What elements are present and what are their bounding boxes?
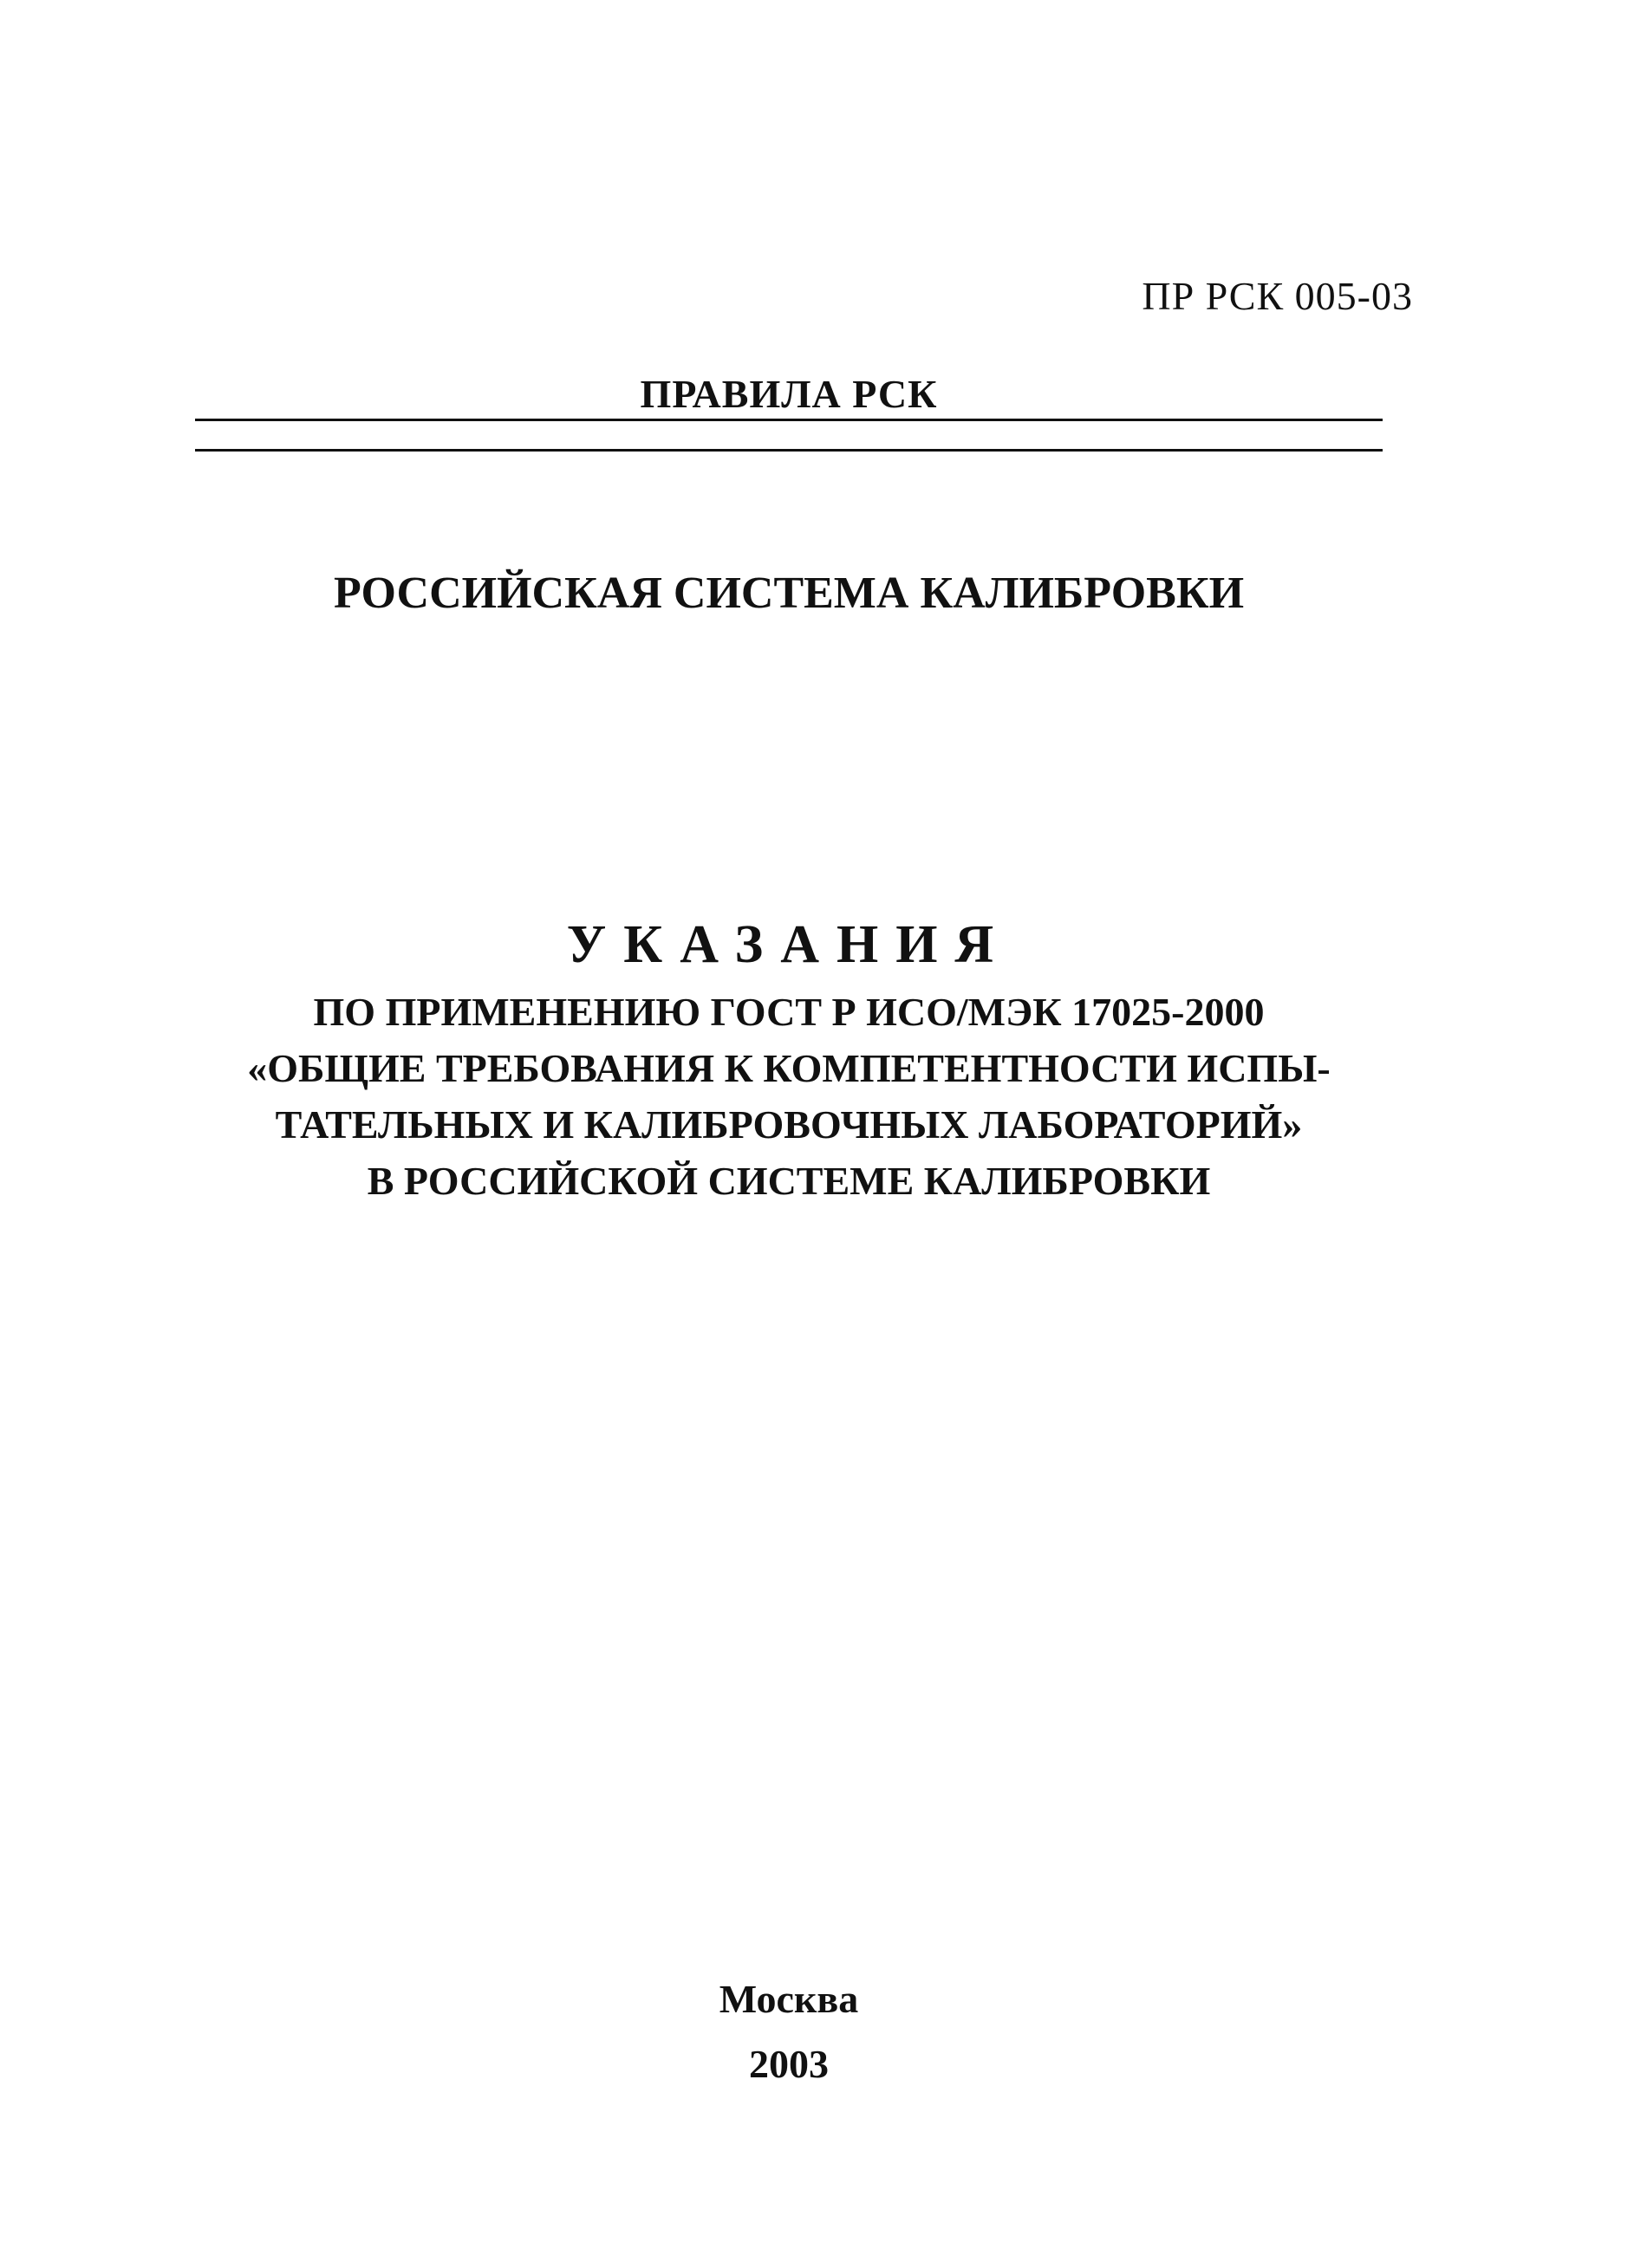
document-type-title: УКАЗАНИЯ — [566, 915, 1012, 974]
document-subtitle — [195, 984, 1383, 1209]
subtitle-line: «ОБЩИЕ ТРЕБОВАНИЯ К КОМПЕТЕНТНОСТИ ИСПЫ- — [247, 1046, 1331, 1090]
document-code: ПР РСК 005-03 — [1142, 274, 1413, 318]
subtitle-line: ПО ПРИМЕНЕНИЮ ГОСТ Р ИСО/МЭК 17025-2000 — [313, 990, 1265, 1034]
publication-city: Москва — [719, 1977, 859, 2021]
subtitle-line: ТАТЕЛЬНЫХ И КАЛИБРОВОЧНЫХ ЛАБОРАТОРИЙ» — [275, 1102, 1303, 1147]
header-rule-bottom — [195, 449, 1383, 452]
system-title: РОССИЙСКАЯ СИСТЕМА КАЛИБРОВКИ — [333, 569, 1245, 618]
subtitle-line: В РОССИЙСКОЙ СИСТЕМЕ КАЛИБРОВКИ — [367, 1159, 1211, 1203]
publication-year: 2003 — [749, 2042, 829, 2086]
series-title: ПРАВИЛА РСК — [640, 372, 938, 416]
header-rule-top — [195, 419, 1383, 421]
